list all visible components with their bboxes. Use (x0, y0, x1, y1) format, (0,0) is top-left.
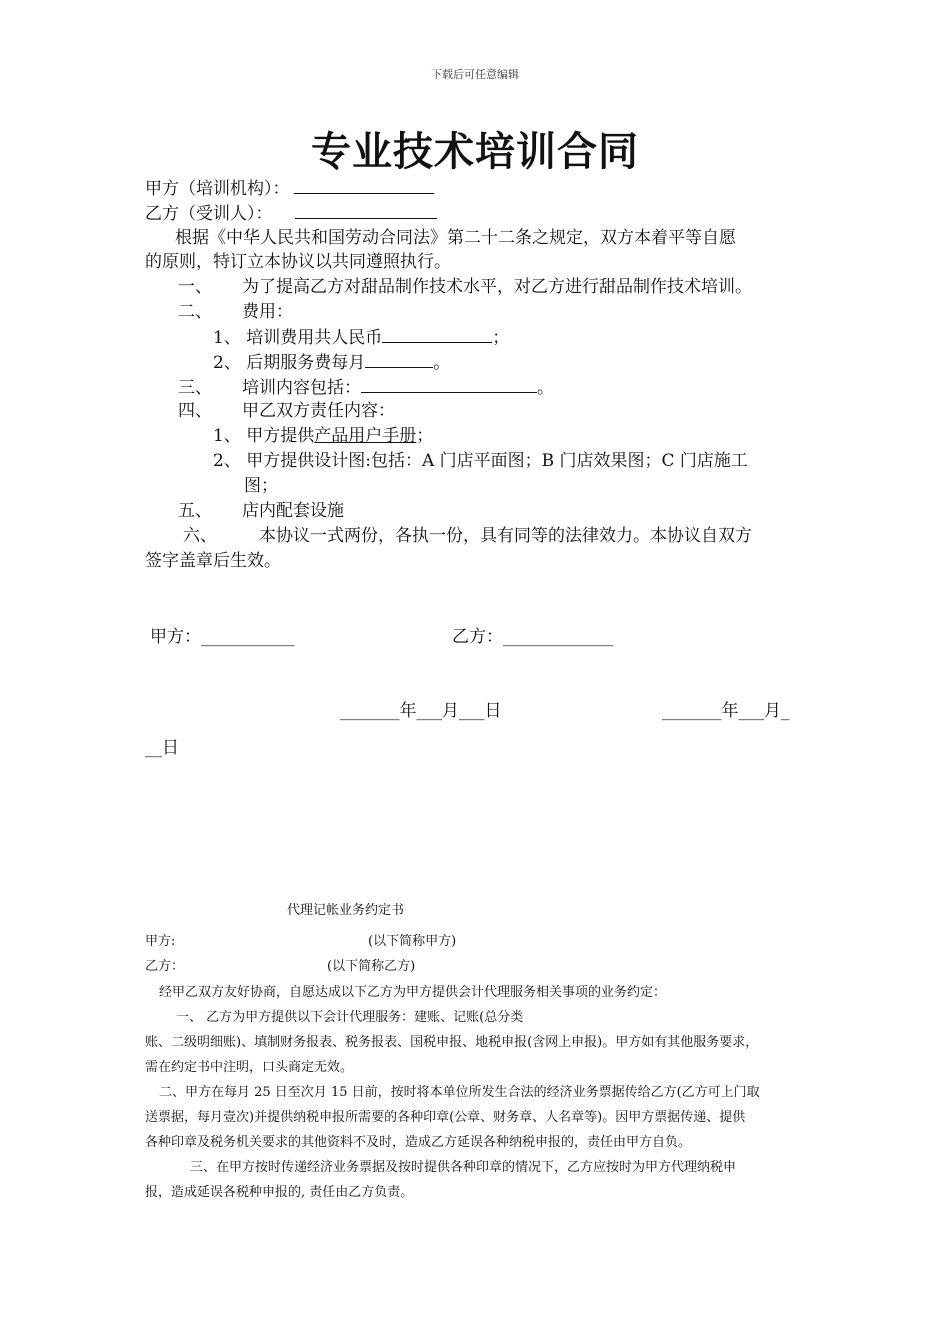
date-party-b-continued: __日 (145, 738, 179, 758)
item-4-1: 1、 甲方提供产品用户手册； (213, 426, 434, 446)
clause-2-line-1: 二、甲方在每月 25 日至次月 15 日前，按时将本单位所发生合法的经济业务票据传给乙方(乙方可上门取 (159, 1085, 760, 1100)
header-note: 下载后可任意编辑 (431, 68, 519, 81)
clause-1-line-2: 账、二级明细账)、填制财务报表、税务报表、国税申报、地税申报(含网上申报)。甲方如有其他服务要求， (145, 1035, 759, 1050)
clause-3-line-1: 三、在甲方按时传递经济业务票据及按时提供各种印章的情况下，乙方应按时为甲方代理纳税申 (190, 1160, 737, 1175)
item-2-1: 1、 培训费用共人民币 ； (213, 325, 509, 350)
contract-title: 专业技术培训合同 (311, 129, 639, 175)
clause-2-line-3: 各种印章及税务机关要求的其他资料不及时，造成乙方延误各种纳税申报的，责任由甲方自负。 (145, 1135, 692, 1150)
item-6-line-1: 六、 本协议一式两份，各执一份，具有同等的法律效力。本协议自双方 (183, 526, 752, 546)
preamble-line-2: 的原则，特订立本协议以共同遵照执行。 (145, 252, 451, 272)
agreement-title: 代理记帐业务约定书 (287, 903, 405, 918)
item-2: 二、 费用： (178, 302, 293, 322)
party-a-line (145, 176, 434, 201)
agreement-party-a-note: (以下简称甲方) (368, 934, 457, 949)
item-3: 三、 培训内容包括： 。 (178, 375, 554, 400)
user-manual-link[interactable]: 产品用户手册 (314, 426, 417, 446)
preamble-line-1: 根据《中华人民共和国劳动合同法》第二十二条之规定，双方本着平等自愿 (175, 228, 736, 248)
party-b-label: 乙方（受训人）： (145, 204, 273, 224)
signature-party-b: 乙方：_____________ (452, 627, 614, 647)
agreement-party-b: 乙方： (145, 959, 185, 974)
agreement-party-a: 甲方: (145, 934, 176, 949)
date-party-a: _______年___月___日 (340, 701, 502, 721)
item-1: 一、 为了提高乙方对甜品制作技术水平，对乙方进行甜品制作技术培训。 (178, 277, 752, 297)
item-4-2-line-2: 图； (244, 476, 278, 496)
agreement-intro: 经甲乙双方友好协商，自愿达成以下乙方为甲方提供会计代理服务相关事项的业务约定： (159, 985, 667, 1000)
item-6-line-2: 签字盖章后生效。 (145, 551, 281, 571)
item-4-2-line-1: 2、 甲方提供设计图:包括：A 门店平面图；B 门店效果图；C 门店施工 (213, 451, 748, 471)
agreement-party-b-note: (以下简称乙方) (327, 959, 416, 974)
party-b-blank (295, 201, 437, 219)
item-5: 五、 店内配套设施 (178, 501, 344, 521)
training-content-blank (361, 375, 537, 393)
clause-3-line-2: 报，造成延误各税种申报的, 责任由乙方负责。 (145, 1185, 414, 1200)
party-b-line (145, 201, 437, 226)
item-2-2: 2、 后期服务费每月 。 (213, 350, 450, 375)
party-a-blank (294, 176, 434, 194)
party-a-label: 甲方（培训机构）： (145, 179, 290, 199)
date-party-b: _______年___月_ (662, 701, 790, 721)
service-fee-blank (365, 350, 433, 368)
clause-1-line-3: 需在约定书中注明，口头商定无效。 (145, 1060, 354, 1075)
signature-party-a: 甲方：___________ (150, 627, 295, 647)
training-fee-blank (382, 325, 492, 343)
clause-1-line-1: 一、 乙方为甲方提供以下会计代理服务：建账、记账(总分类 (176, 1010, 524, 1025)
item-4: 四、 甲乙双方责任内容： (178, 401, 395, 421)
clause-2-line-2: 送票据，每月壹次)并提供纳税申报所需要的各种印章(公章、财务章、人名章等)。因甲方票据传递、提供 (145, 1110, 746, 1125)
